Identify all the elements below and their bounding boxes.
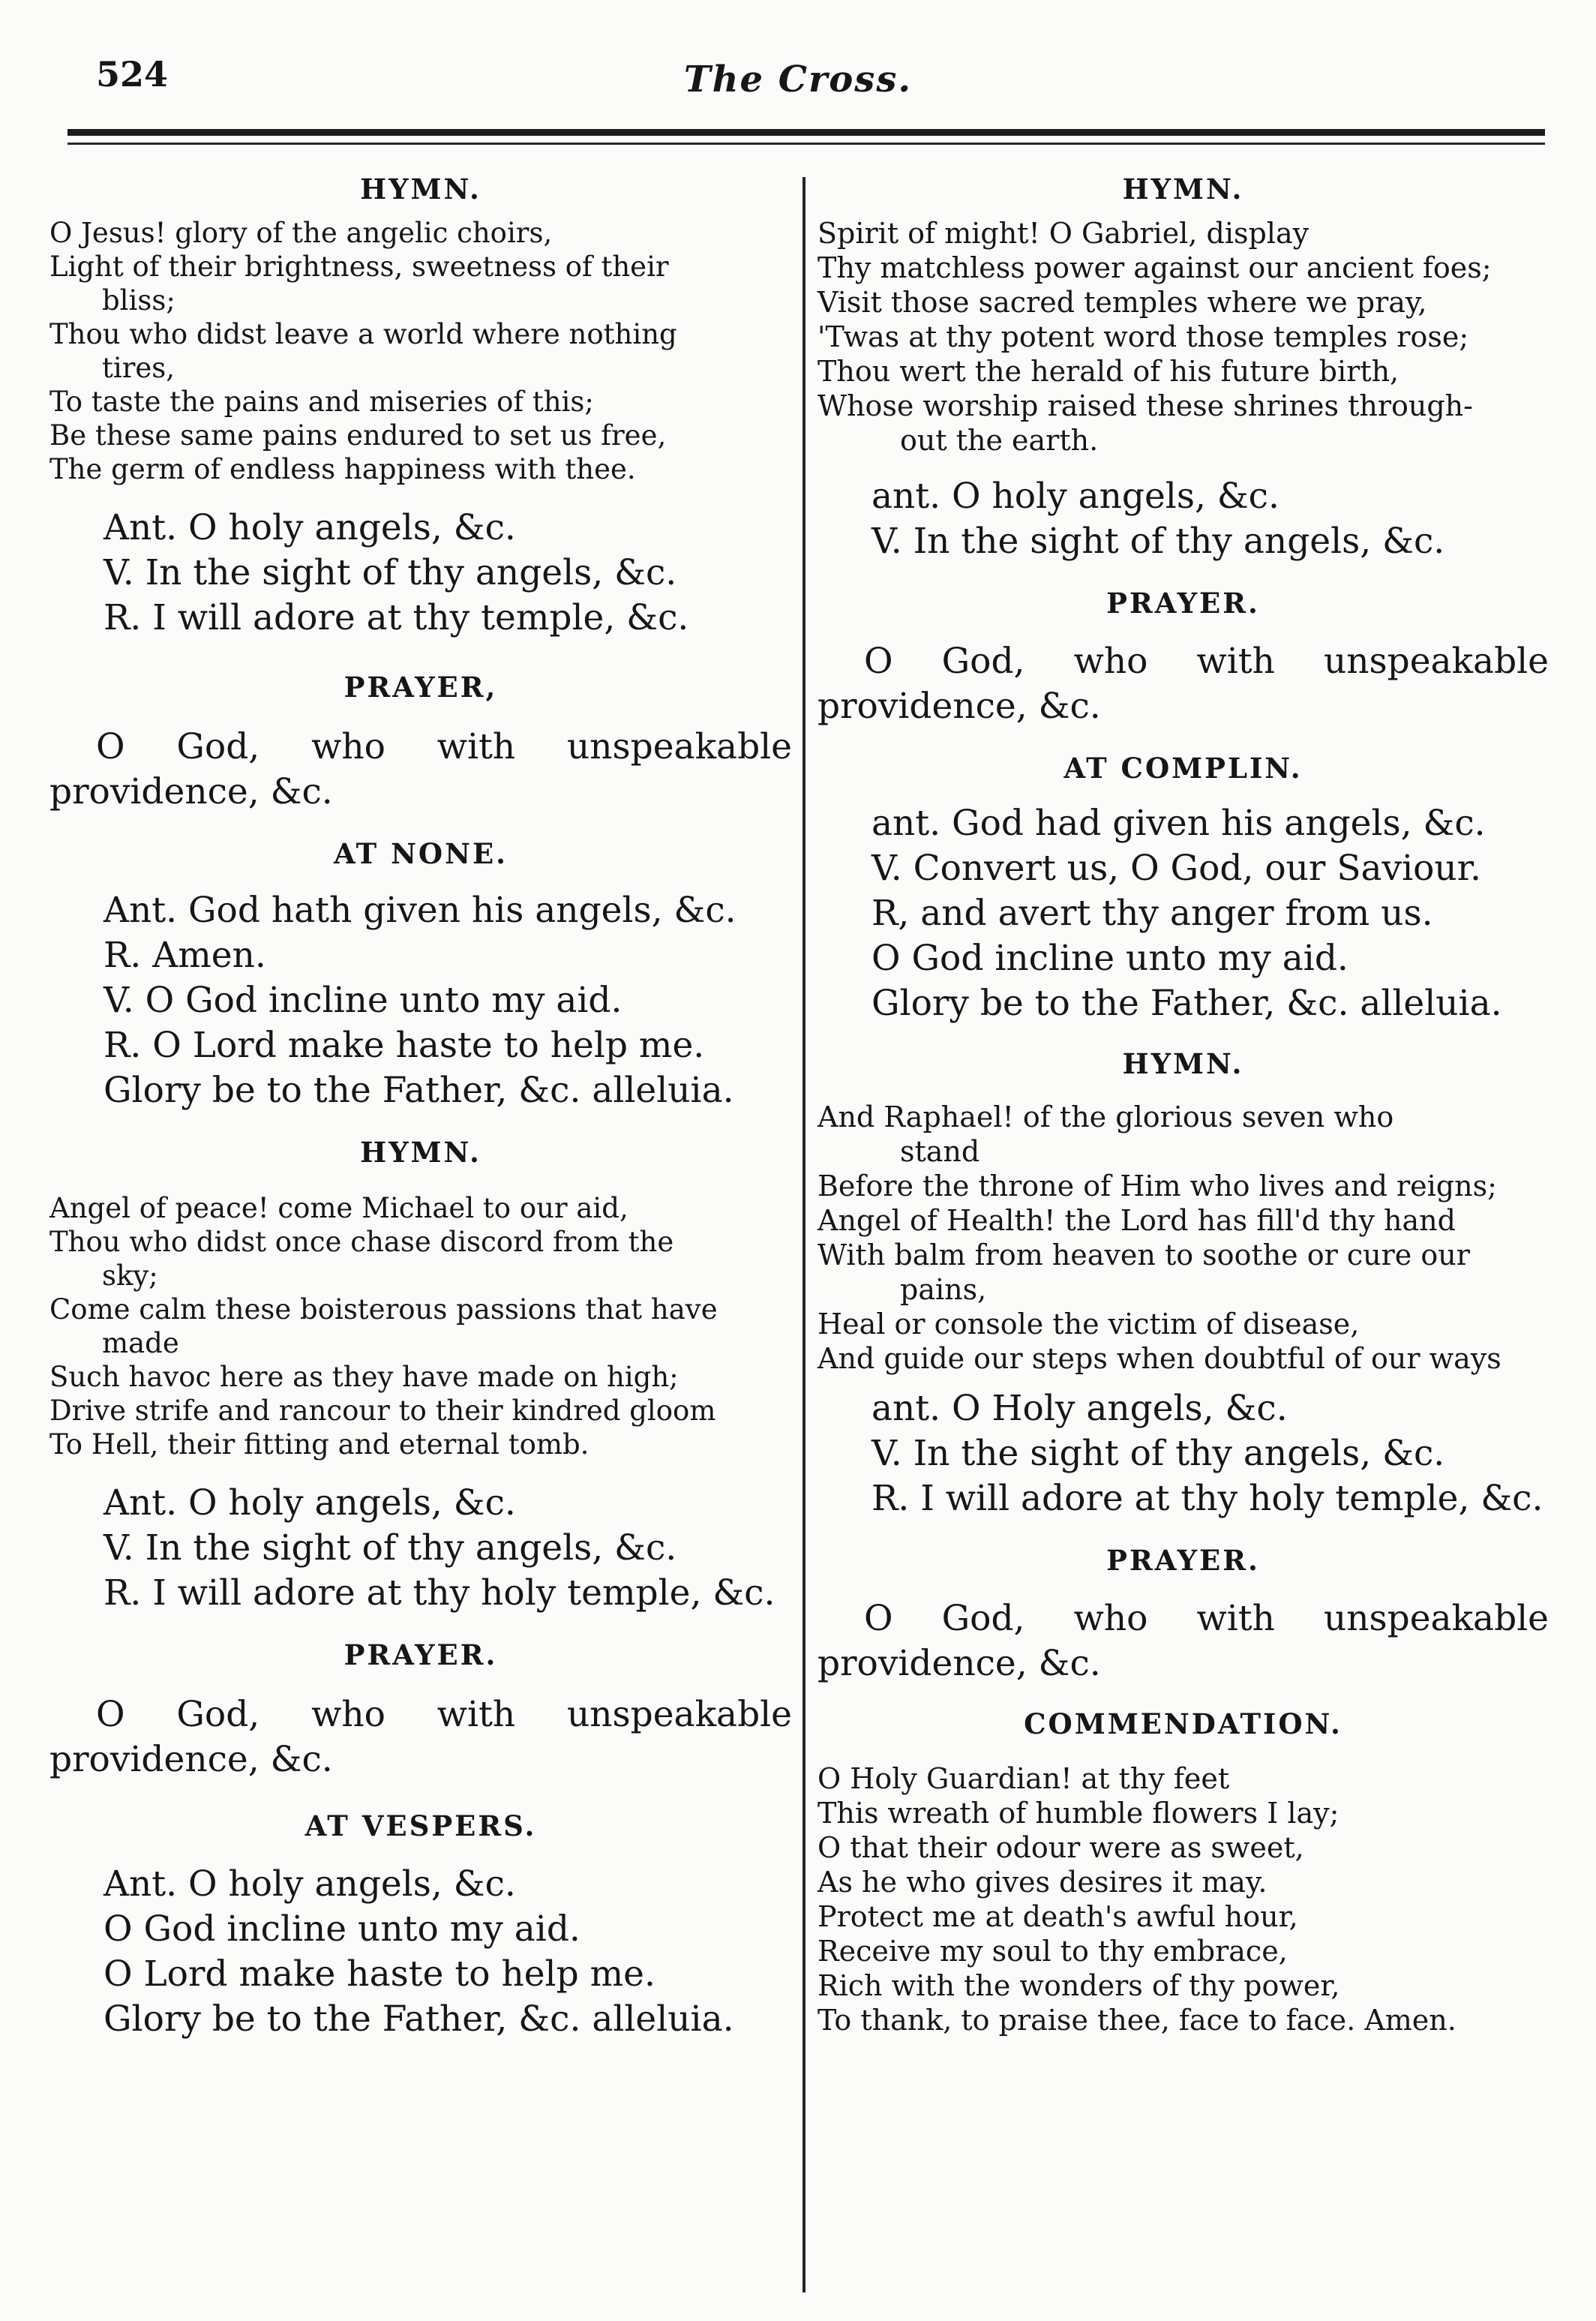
response-line: R. I will adore at thy holy temple, &c.	[872, 1478, 1544, 1519]
verse-line: Thou who didst leave a world where nothing	[50, 318, 677, 350]
verse-line: To thank, to praise thee, face to face. Amen.	[818, 2004, 1456, 2037]
verse-line: As he who gives desires it may.	[818, 1866, 1268, 1899]
responsory	[818, 801, 1549, 1026]
verse-line: O that their odour were as sweet,	[818, 1831, 1304, 1864]
verse-line: Visit those sacred temples where we pray,	[818, 286, 1427, 319]
response-line: ant. O Holy angels, &c.	[872, 1388, 1288, 1429]
hymn-verse	[818, 216, 1549, 458]
verse-line: Thou wert the herald of his future birth,	[818, 355, 1400, 388]
verse-line: Come calm these boisterous passions that have	[50, 1293, 718, 1326]
section-heading: HYMN.	[360, 1136, 482, 1169]
verse-line: With balm from heaven to soothe or cure our	[818, 1239, 1470, 1272]
response-line: V. In the sight of thy angels, &c.	[872, 1433, 1445, 1474]
verse-line: pains,	[900, 1273, 987, 1306]
response-line: V. O God incline unto my aid.	[104, 980, 622, 1021]
verse-line: O Jesus! glory of the angelic choirs,	[50, 217, 553, 249]
right-column	[818, 170, 1549, 2037]
verse-line: Drive strife and rancour to their kindred gloom	[50, 1395, 716, 1427]
verse-line: made	[102, 1327, 179, 1359]
verse-line: Thou who didst once chase discord from the	[50, 1226, 674, 1258]
section-heading: PRAYER.	[344, 1638, 498, 1671]
response-line: O Lord make haste to help me.	[104, 1953, 656, 1995]
verse-line: sky;	[102, 1260, 158, 1292]
responsory	[818, 1386, 1549, 1521]
verse-line: Spirit of might! O Gabriel, display	[818, 217, 1310, 250]
verse-line: 'Twas at thy potent word those temples rose;	[818, 320, 1469, 353]
page-number: 524	[96, 54, 169, 95]
response-line: Glory be to the Father, &c. alleluia.	[872, 983, 1502, 1024]
response-line: ant. O holy angels, &c.	[872, 476, 1280, 517]
responsory	[50, 506, 792, 641]
header-rule-thin	[68, 143, 1545, 145]
verse-line: Protect me at death's awful hour,	[818, 1900, 1298, 1933]
verse-line: And guide our steps when doubtful of our ways	[818, 1342, 1502, 1375]
verse-line: stand	[900, 1135, 980, 1168]
section-heading: AT COMPLIN.	[1064, 752, 1303, 785]
section-heading: HYMN.	[1122, 173, 1244, 206]
response-line: Ant. O holy angels, &c.	[104, 1482, 516, 1524]
verse-line: The germ of endless happiness with thee.	[50, 453, 636, 485]
prayer-text: O God, who with unspeakable providence, &c.	[50, 1694, 792, 1780]
verse-line: Heal or console the victim of disease,	[818, 1308, 1360, 1341]
verse-line: To Hell, their fitting and eternal tomb.	[50, 1428, 590, 1461]
verse-line: out the earth.	[900, 424, 1099, 457]
verse-line: This wreath of humble flowers I lay;	[818, 1797, 1340, 1830]
response-line: Ant. O holy angels, &c.	[104, 1863, 516, 1905]
verse-line: To taste the pains and miseries of this;	[50, 386, 594, 418]
responsory	[50, 888, 792, 1113]
section-heading: PRAYER.	[1106, 587, 1260, 620]
verse-line: Such havoc here as they have made on high;	[50, 1361, 679, 1393]
responsory	[50, 1862, 792, 2042]
response-line: Glory be to the Father, &c. alleluia.	[104, 1998, 734, 2040]
verse-line: Angel of Health! the Lord has fill'd thy hand	[818, 1204, 1456, 1237]
verse-line: And Raphael! of the glorious seven who	[818, 1100, 1394, 1133]
response-line: O God incline unto my aid.	[104, 1908, 580, 1950]
response-line: O God incline unto my aid.	[872, 938, 1348, 979]
verse-line: Receive my soul to thy embrace,	[818, 1935, 1288, 1968]
verse-line: Whose worship raised these shrines through-	[818, 389, 1473, 422]
left-column	[50, 170, 792, 2042]
response-line: Ant. God hath given his angels, &c.	[104, 890, 736, 931]
verse-line: Light of their brightness, sweetness of their	[50, 251, 669, 283]
section-heading: HYMN.	[1122, 1047, 1244, 1080]
section-heading: COMMENDATION.	[1024, 1707, 1342, 1740]
verse-line: O Holy Guardian! at thy feet	[818, 1762, 1230, 1795]
verse-line: tires,	[102, 352, 176, 384]
verse-line: Angel of peace! come Michael to our aid,	[50, 1192, 628, 1224]
section-heading: AT VESPERS.	[304, 1809, 537, 1842]
response-line: V. Convert us, O God, our Saviour.	[872, 848, 1481, 889]
response-line: R, and avert thy anger from us.	[872, 893, 1433, 934]
verse-line: Before the throne of Him who lives and reigns;	[818, 1170, 1497, 1203]
running-head: The Cross.	[683, 59, 913, 101]
commendation-verse	[818, 1761, 1549, 2037]
response-line: R. I will adore at thy temple, &c.	[104, 597, 689, 638]
response-line: Glory be to the Father, &c. alleluia.	[104, 1070, 734, 1111]
prayer-text: O God, who with unspeakable providence, &c.	[818, 1598, 1549, 1684]
prayer-text: O God, who with unspeakable providence, &c.	[50, 726, 792, 812]
response-line: V. In the sight of thy angels, &c.	[872, 521, 1445, 562]
hymn-verse	[818, 1100, 1549, 1376]
column-divider	[802, 177, 806, 2292]
response-line: R. Amen.	[104, 935, 266, 976]
header-rule-thick	[68, 129, 1545, 136]
response-line: Ant. O holy angels, &c.	[104, 507, 516, 548]
response-line: R. I will adore at thy holy temple, &c.	[104, 1572, 776, 1614]
hymn-verse	[50, 1191, 792, 1461]
responsory	[50, 1481, 792, 1616]
response-line: V. In the sight of thy angels, &c.	[104, 552, 677, 593]
prayer-text: O God, who with unspeakable providence, &c.	[818, 641, 1549, 727]
section-heading: PRAYER.	[1106, 1544, 1260, 1577]
verse-line: Rich with the wonders of thy power,	[818, 1969, 1340, 2002]
verse-line: Be these same pains endured to set us free,	[50, 419, 667, 452]
response-line: V. In the sight of thy angels, &c.	[104, 1527, 677, 1569]
responsory	[818, 474, 1549, 564]
response-line: R. O Lord make haste to help me.	[104, 1025, 705, 1066]
section-heading: AT NONE.	[333, 837, 508, 870]
hymn-verse	[50, 216, 792, 486]
section-heading: HYMN.	[360, 173, 482, 206]
section-heading: PRAYER,	[344, 671, 498, 704]
response-line: ant. God had given his angels, &c.	[872, 803, 1486, 844]
verse-line: bliss;	[102, 284, 176, 317]
verse-line: Thy matchless power against our ancient foes;	[818, 251, 1492, 284]
